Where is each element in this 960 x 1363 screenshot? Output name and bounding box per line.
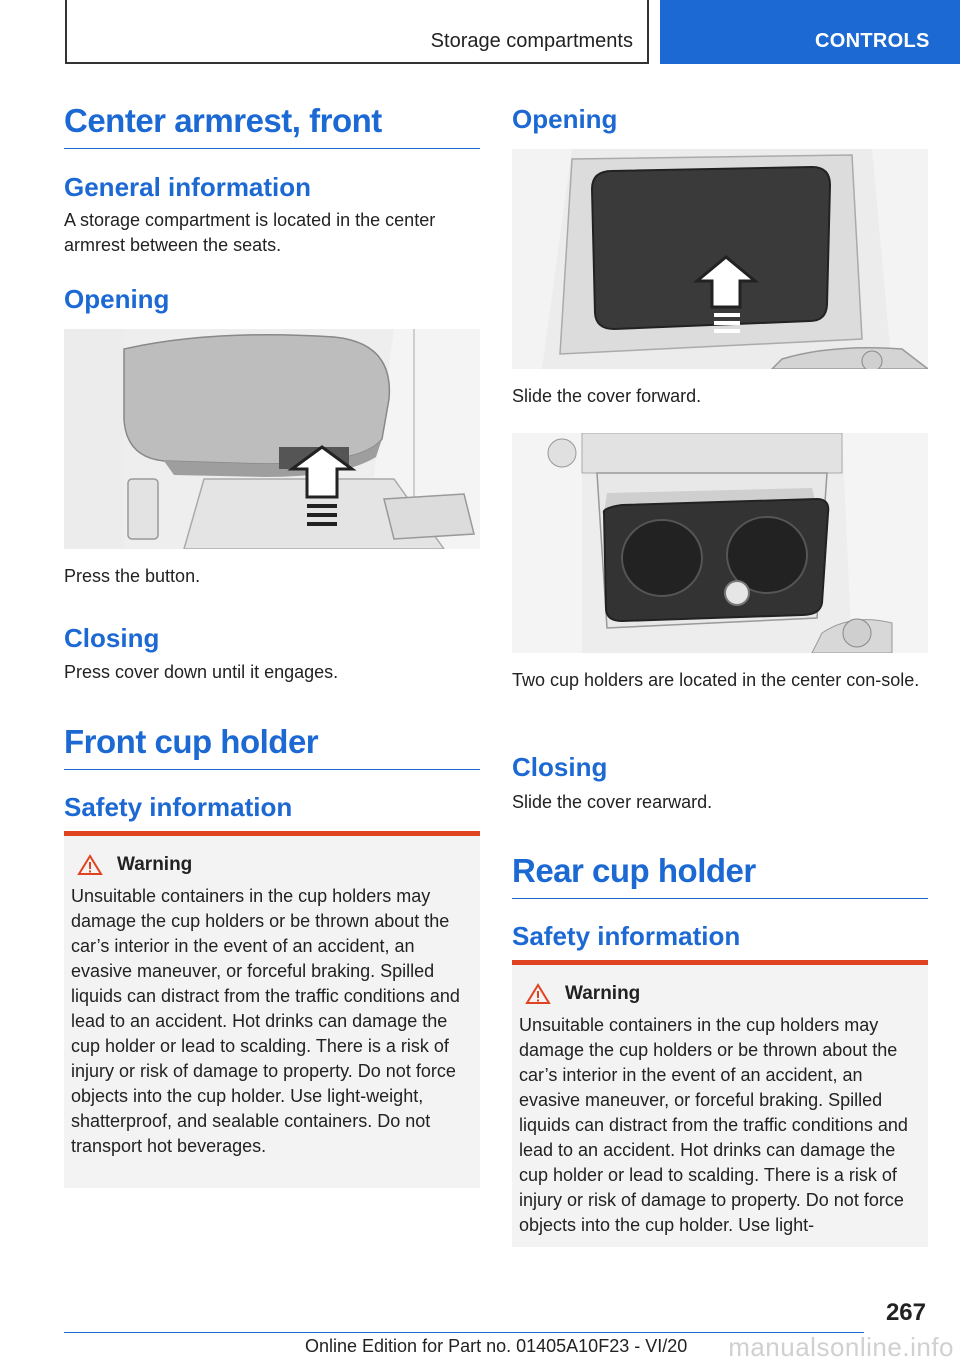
heading-opening-armrest: Opening (64, 284, 170, 314)
header-section-tab (65, 0, 649, 64)
warning-title: Warning (117, 854, 193, 875)
general-information-text: A storage compartment is located in the center armrest between the seats. (64, 210, 436, 255)
heading-general-information: General information (64, 172, 312, 202)
heading-rear-cup-holder: Rear cup holder (512, 852, 928, 899)
closing-armrest-text: Press cover down until it engages. (64, 662, 339, 682)
heading-opening-cup-holder: Opening (512, 104, 618, 134)
heading-closing-cup-holder: Closing (512, 752, 608, 782)
header-chapter-tab (660, 0, 960, 64)
heading-center-armrest: Center armrest, front (64, 102, 480, 149)
warning-triangle-icon (77, 854, 103, 876)
heading-safety-information-rear: Safety information (512, 921, 741, 951)
warning-text: Unsuitable containers in the cup holders may damage the cup holders or be thrown about the car’s interior in the event of an accident, an evasive maneuver, or forceful braking. Spilled liquids can distract from the traffic conditions and lead to an accident. Hot drinks can damage the cup holder or lead to scalding. There is a risk of injury or risk of damage to property. Do not force objects into the cup holder. Use light‐weight, shatterproof, and sealable containers. Do not transport hot beverages. (71, 886, 460, 1156)
watermark: manualsonline.info (728, 1332, 954, 1362)
closing-cup-holder-text: Slide the cover rearward. (512, 792, 713, 812)
heading-closing-armrest: Closing (64, 623, 160, 653)
armrest-illustration (64, 329, 480, 549)
warning-text: Unsuitable containers in the cup holders may damage the cup holders or be thrown about the car’s interior in the event of an accident, an evasive maneuver, or forceful braking. Spilled liquids can distract from the traffic conditions and lead to an accident. Hot drinks can damage the cup holder or lead to scalding. There is a risk of injury or risk of damage to property. Do not force objects into the cup holder. Use light‐ (519, 1015, 908, 1235)
heading-safety-information-front: Safety information (64, 792, 293, 822)
cup-holder-cover-illustration (512, 149, 928, 369)
edition-text: Online Edition for Part no. 01405A10F23 - VI/20 (305, 1336, 688, 1356)
warning-box-front (64, 831, 480, 1188)
header-chapter-title: CONTROLS (815, 30, 930, 52)
heading-front-cup-holder: Front cup holder (64, 723, 480, 770)
warning-triangle-icon (525, 983, 551, 1005)
caption-two-cup-holders: Two cup holders are located in the center con‐sole. (512, 670, 920, 690)
caption-slide-cover: Slide the cover forward. (512, 386, 702, 406)
header-section-title: Storage compartments (430, 30, 633, 52)
cup-holders-open-illustration (512, 433, 928, 653)
warning-title: Warning (565, 983, 641, 1004)
page-number: 267 (885, 1299, 926, 1326)
warning-box-rear (512, 960, 928, 1247)
caption-press-button: Press the button. (64, 566, 201, 586)
